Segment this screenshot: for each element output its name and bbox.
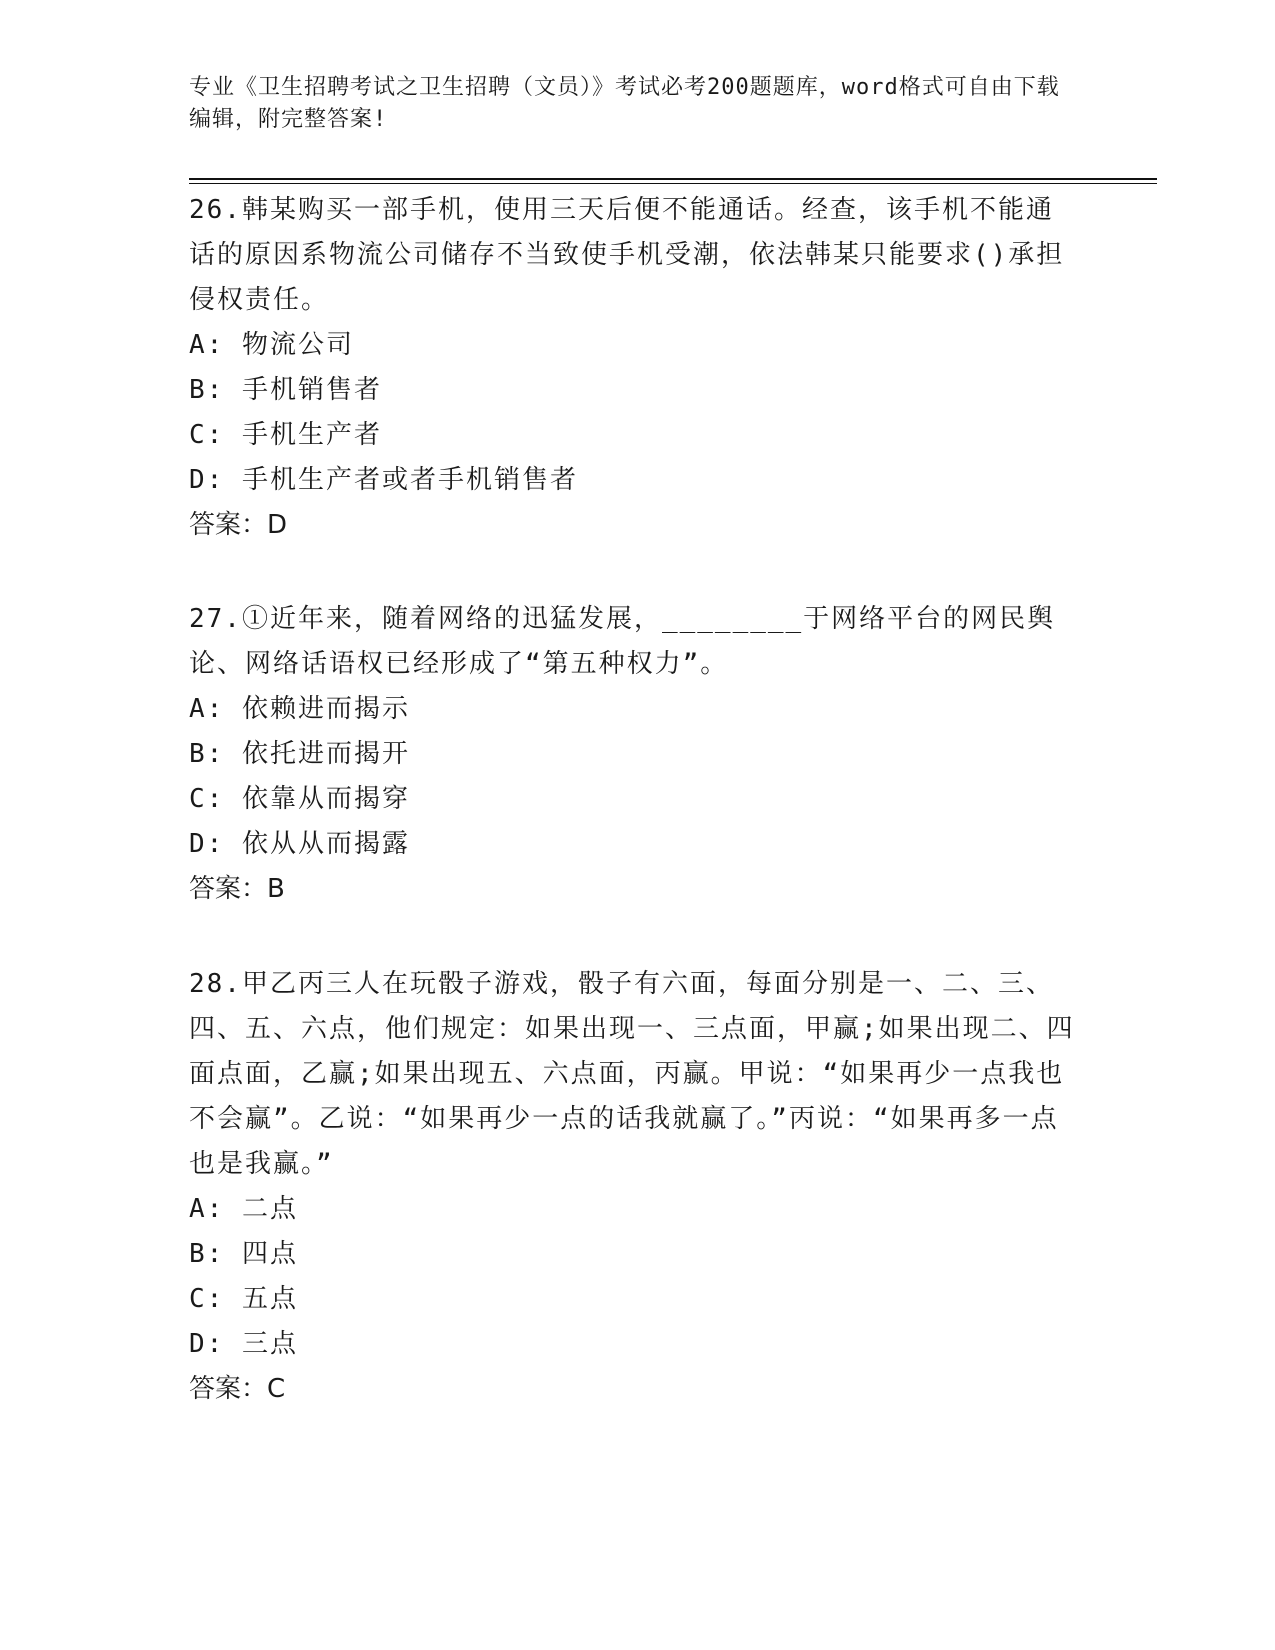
answer-line: 答案：C: [189, 1374, 286, 1404]
question-27: [189, 597, 1079, 912]
option-b: B: 依托进而揭开: [189, 739, 410, 769]
option-d: D: 三点: [189, 1329, 298, 1359]
option-a: A: 二点: [189, 1194, 298, 1224]
option-d: D: 手机生产者或者手机销售者: [189, 465, 578, 495]
option-c: C: 手机生产者: [189, 420, 382, 450]
option-list: [189, 1187, 1079, 1367]
document-header: 专业《卫生招聘考试之卫生招聘（文员）》考试必考200题题库，word格式可自由下载编辑，附完整答案!: [189, 75, 1060, 132]
option-a: A: 依赖进而揭示: [189, 694, 410, 724]
answer-line: 答案：B: [189, 874, 285, 904]
question-stem: 27.①近年来，随着网络的迅猛发展，________于网络平台的网民舆论、网络话语权已经形成了“第五种权力”。: [189, 604, 1056, 679]
question-26: [189, 188, 1079, 548]
option-b: B: 手机销售者: [189, 375, 382, 405]
option-c: C: 依靠从而揭穿: [189, 784, 410, 814]
option-list: [189, 687, 1079, 867]
header-divider-thick: [189, 178, 1157, 180]
option-a: A: 物流公司: [189, 330, 354, 360]
question-stem: 28.甲乙丙三人在玩骰子游戏，骰子有六面，每面分别是一、二、三、四、五、六点，他们规定：如果出现一、三点面，甲赢;如果出现二、四面点面，乙赢;如果出现五、六点面，丙赢。甲说：“如果再少一点我也不会赢”。乙说：“如果再少一点的话我就赢了。”丙说：“如果再多一点也是我赢。”: [189, 969, 1075, 1179]
option-list: [189, 323, 1079, 503]
answer-line: 答案：D: [189, 510, 288, 540]
option-c: C: 五点: [189, 1284, 298, 1314]
question-28: [189, 962, 1079, 1412]
header-divider-thin: [189, 183, 1157, 184]
question-stem: 26.韩某购买一部手机，使用三天后便不能通话。经查，该手机不能通话的原因系物流公司储存不当致使手机受潮，依法韩某只能要求()承担侵权责任。: [189, 195, 1065, 315]
option-d: D: 依从从而揭露: [189, 829, 410, 859]
option-b: B: 四点: [189, 1239, 298, 1269]
